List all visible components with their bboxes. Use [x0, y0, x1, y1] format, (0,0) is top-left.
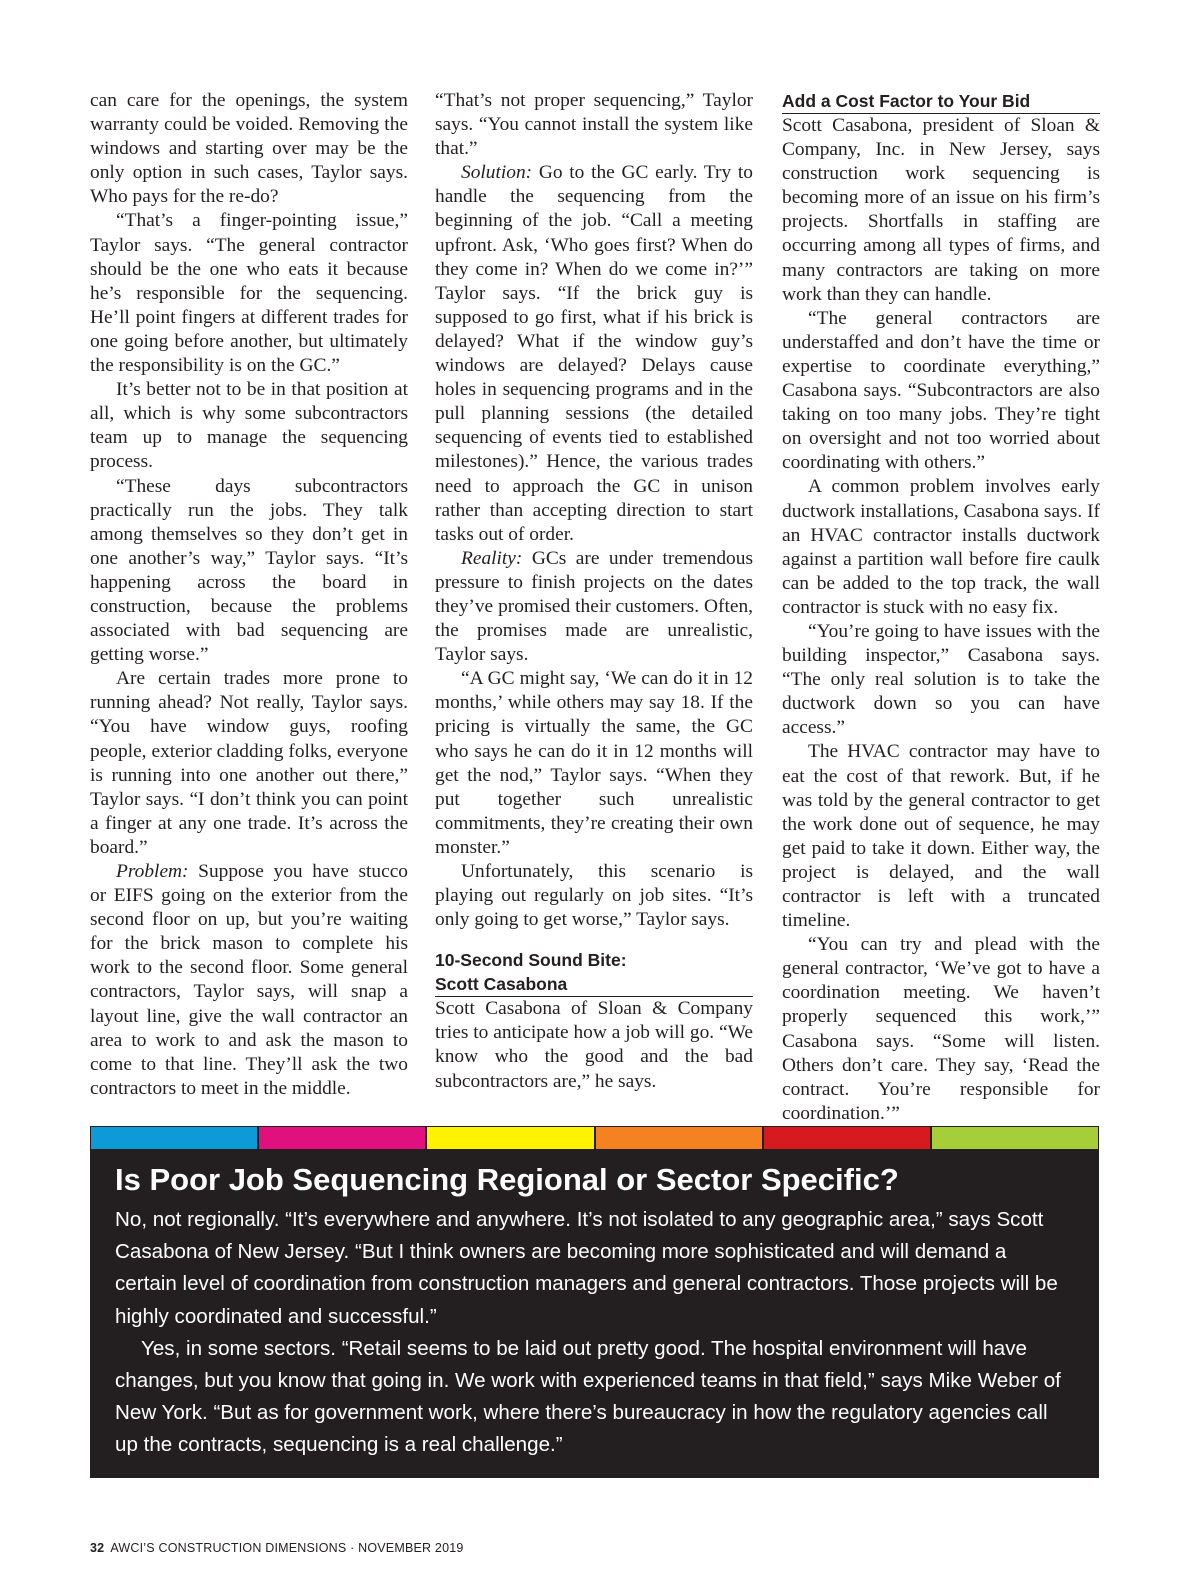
col1-paragraph: “That’s a finger-pointing issue,” Taylor says. “The general contractor should be the one who eats it because he’s responsible for the sequencing. He’ll point fingers at different trades for one going before another, but ultimately the responsibility is on the GC.” [90, 210, 408, 377]
col3-paragraph: “You’re going to have issues with the building inspector,” Casabona says. “The only real solution is to take the ductwork down so you can have access.” [782, 620, 1100, 739]
sidebar-body [115, 1204, 1073, 1462]
color-swatch [764, 1127, 932, 1149]
sidebar-paragraph: No, not regionally. “It’s everywhere and anywhere. It’s not isolated to any geographic area,” says Scott Casabona of New Jersey. “But I think owners are becoming more sophisticated and will demand a certain level of coordination from construction managers and general contractors. Those projects will be highly coordinated and successful.” [115, 1208, 1058, 1328]
col2-paragraph: “A GC might say, ‘We can do it in 12 months,’ while others may say 18. If the pricing is virtually the same, the GC who says he can do it in 12 months will get the nod,” Taylor says. “When they put together such unrealistic commitments, they’re creating their own monster.” [435, 668, 753, 858]
color-swatch [427, 1127, 595, 1149]
page-footer [90, 1541, 464, 1555]
col1-paragraph: can care for the openings, the system warranty could be voided. Removing the windows and starting over may be the only option in such cases, Taylor says. Who pays for the re-do? [90, 90, 408, 208]
col1-paragraph [90, 860, 408, 1101]
sidebar-paragraph: Yes, in some sectors. “Retail seems to be laid out pretty good. The hospital environment will have changes, but you know that going in. We work with experienced teams in that field,” says Mike Weber of New York. “But as for government work, where there’s bureaucracy in how the regulatory agencies call up the contracts, sequencing is a real challenge.” [115, 1336, 1061, 1457]
col2-paragraph: “That’s not proper sequencing,” Taylor says. “You cannot install the system like that.” [435, 90, 753, 160]
col3-paragraph: Scott Casabona, president of Sloan & Company, Inc. in New Jersey, says construction work sequencing is becoming more of an issue on his firm’s projects. Shortfalls in staffing are occurring among all types of firms, and many contractors are taking on more work than they can handle. [782, 115, 1100, 305]
publication-line: AWCI’S CONSTRUCTION DIMENSIONS · NOVEMBER 2019 [110, 1541, 464, 1555]
column-1 [90, 89, 408, 1101]
color-swatch [596, 1127, 764, 1149]
problem-text: Suppose you have stucco or EIFS going on the exterior from the second floor on up, but you’re waiting for the brick mason to complete his work to the second floor. Some general contractors, Taylor says, will snap a layout line, give the wall contractor an area to work to and ask the mason to come to that line. They’ll ask the two contractors to meet in the middle. [90, 861, 408, 1099]
color-swatch [932, 1127, 1098, 1149]
cost-factor-subhead [782, 89, 1100, 114]
col2-paragraph: Scott Casabona of Sloan & Company tries to anticipate how a job will go. “We know who the good and the bad subcontractors are,” he says. [435, 998, 753, 1092]
color-swatch [259, 1127, 427, 1149]
reality-text: GCs are under tremendous pressure to finish projects on the dates they’ve promised their customers. Often, the promises made are unrealistic, Taylor says. [435, 547, 753, 666]
sidebar-box [90, 1126, 1099, 1478]
column-3 [782, 89, 1100, 1126]
col1-paragraph: “These days subcontractors practically run the jobs. They talk among themselves so they don’t get in one another’s way,” Taylor says. “It’s happening across the board in construction, because the problems associated with bad sequencing are getting worse.” [90, 475, 408, 666]
reality-label: Reality: [461, 547, 523, 569]
subhead-line-1: 10-Second Sound Bite: [435, 950, 627, 971]
col3-paragraph: “The general contractors are understaffed and don’t have the time or expertise to coordinate everything,” Casabona says. “Subcontractors are also taking on too many jobs. They’re tight on oversight and not too worried about coordinating with others.” [782, 307, 1100, 474]
col3-paragraph: The HVAC contractor may have to eat the cost of that rework. But, if he was told by the general contractor to get the work done out of sequence, he may get paid to take it down. Either way, the project is delayed, and the wall contractor is left with a truncated timeline. [782, 741, 1100, 932]
column-2 [435, 89, 753, 1094]
col1-paragraph: Are certain trades more prone to running ahead? Not really, Taylor says. “You have window guys, roofing people, exterior cladding folks, everyone is running into one another out there,” Taylor says. “I don’t think you can point a finger at any one trade. It’s across the board.” [90, 668, 408, 858]
solution-label: Solution: [461, 162, 533, 184]
subhead-line-2: Scott Casabona [435, 972, 753, 997]
page-number: 32 [90, 1541, 105, 1555]
problem-label: Problem: [116, 861, 189, 882]
col1-paragraph: It’s better not to be in that position at all, which is why some subcontractors team up to manage the sequencing process. [90, 379, 408, 473]
col3-paragraph: “You can try and plead with the general contractor, ‘We’ve got to have a coordination meeting. We haven’t properly sequenced this work,’” Casabona says. “Some will listen. Others don’t care. They say, ‘Read the contract. You’re responsible for coordination.’” [782, 934, 1100, 1124]
sound-bite-subhead [435, 948, 753, 997]
sidebar-title: Is Poor Job Sequencing Regional or Sector Specific? [115, 1162, 899, 1197]
solution-text: Go to the GC early. Try to handle the sequencing from the beginning of the job. “Call a meeting upfront. Ask, ‘Who goes first? When do they come in? When do we come in?’” Taylor says. “If the brick guy is supposed to go first, what if his brick is delayed? What if the window guy’s windows are delayed? Delays cause holes in sequencing programs and in the pull planning sessions (the detailed sequencing of events tied to established milestones).” Hence, the various trades need to approach the GC in unison rather than accepting direction to start tasks out of order. [435, 162, 753, 545]
col2-paragraph [435, 547, 753, 667]
col3-paragraph: A common problem involves early ductwork installations, Casabona says. If an HVAC contractor installs ductwork against a partition wall before fire caulk can be added to the top track, the wall contractor is stuck with no easy fix. [782, 476, 1100, 618]
color-swatch [91, 1127, 259, 1149]
subhead-text: Add a Cost Factor to Your Bid [782, 89, 1100, 114]
color-bar [90, 1126, 1099, 1150]
col2-paragraph [435, 161, 753, 547]
col2-paragraph: Unfortunately, this scenario is playing out regularly on job sites. “It’s only going to get worse,” Taylor says. [435, 861, 753, 931]
